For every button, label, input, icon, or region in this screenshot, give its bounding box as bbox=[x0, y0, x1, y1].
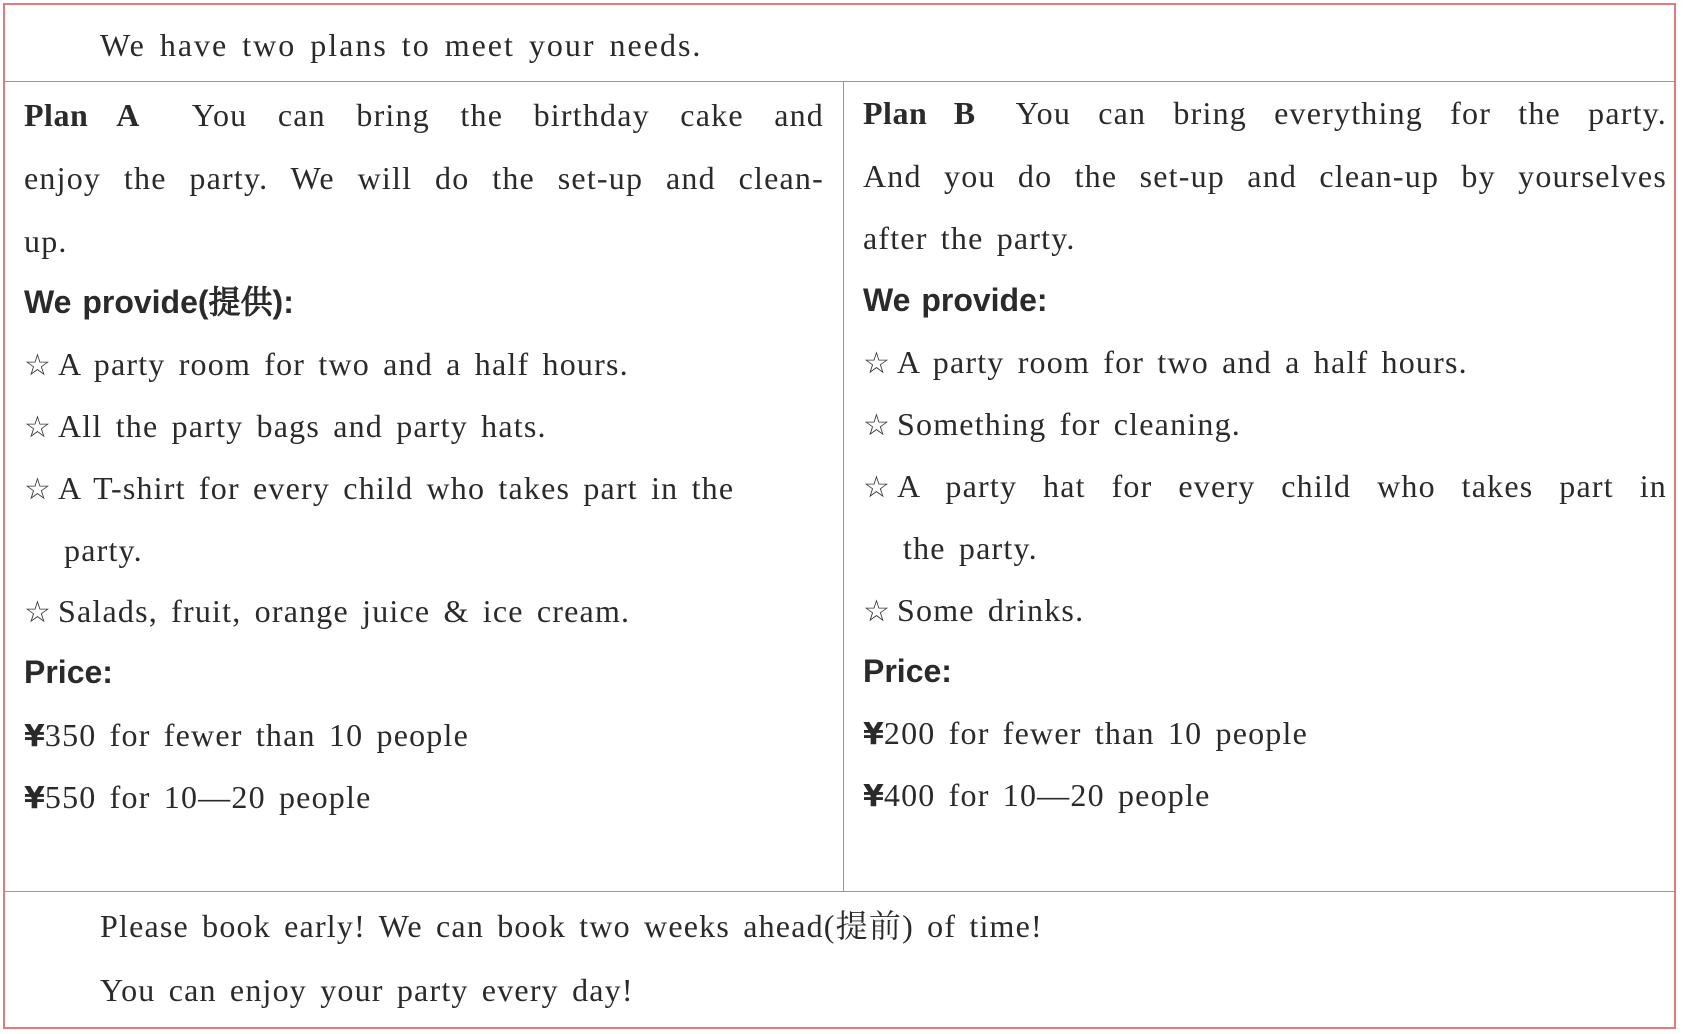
plan-b-provide-label: We provide: bbox=[863, 282, 1048, 318]
plan-b-description-line bbox=[863, 93, 1667, 133]
yen-symbol: ¥ bbox=[863, 717, 884, 752]
plan-a-price: ¥350 for fewer than 10 people bbox=[24, 717, 470, 754]
plan-b-column bbox=[844, 82, 1674, 891]
plans-table bbox=[3, 3, 1676, 1029]
plan-b-price-label: Price: bbox=[863, 653, 952, 689]
plan-b-item: ☆ A party room for two and a half hours. bbox=[863, 342, 1468, 384]
plan-b-item-continued: the party. bbox=[903, 530, 1038, 566]
star-icon: ☆ bbox=[863, 470, 890, 505]
plan-b-desc-1: You can bring everything for the party. bbox=[1015, 95, 1667, 131]
plan-a-desc-3: up. bbox=[24, 223, 68, 259]
footer-line-2: You can enjoy your party every day! bbox=[100, 972, 634, 1008]
star-icon: ☆ bbox=[24, 472, 51, 507]
plan-b-item: ☆ Some drinks. bbox=[863, 590, 1084, 632]
plan-a-column bbox=[5, 82, 844, 891]
plan-b-item: ☆ Something for cleaning. bbox=[863, 404, 1241, 446]
plan-a-item-continued: party. bbox=[64, 532, 143, 568]
plan-a-item: ☆ A T-shirt for every child who takes part in the bbox=[24, 468, 734, 510]
plan-b-price: ¥400 for 10—20 people bbox=[863, 777, 1211, 814]
star-icon: ☆ bbox=[863, 594, 890, 629]
plan-a-item: ☆ Salads, fruit, orange juice & ice cream. bbox=[24, 591, 630, 633]
plan-b-desc-2: And you do the set-up and clean-up by yourselves bbox=[863, 158, 1667, 194]
plan-a-item: ☆ A party room for two and a half hours. bbox=[24, 344, 629, 386]
footer-line-1: Please book early! We can book two weeks ahead(提前) of time! bbox=[100, 908, 1043, 944]
plan-a-desc-2: enjoy the party. We will do the set-up and clean- bbox=[24, 160, 824, 196]
plan-b-label: Plan B bbox=[863, 95, 976, 131]
intro-row bbox=[5, 5, 1674, 82]
star-icon: ☆ bbox=[24, 595, 51, 630]
plan-a-provide-label: We provide(提供): bbox=[24, 284, 294, 320]
star-icon: ☆ bbox=[24, 348, 51, 383]
plan-b-price: ¥200 for fewer than 10 people bbox=[863, 715, 1309, 752]
yen-symbol: ¥ bbox=[24, 719, 45, 754]
plan-a-description-line bbox=[24, 95, 824, 135]
footer-row bbox=[5, 891, 1674, 1029]
yen-symbol: ¥ bbox=[24, 781, 45, 816]
plan-a-price-label: Price: bbox=[24, 654, 113, 690]
star-icon: ☆ bbox=[24, 410, 51, 445]
plan-a-label: Plan A bbox=[24, 97, 140, 133]
intro-text: We have two plans to meet your needs. bbox=[100, 27, 703, 63]
yen-symbol: ¥ bbox=[863, 779, 884, 814]
star-icon: ☆ bbox=[863, 408, 890, 443]
star-icon: ☆ bbox=[863, 346, 890, 381]
plan-a-price: ¥550 for 10—20 people bbox=[24, 779, 372, 816]
plan-b-item: ☆ A party hat for every child who takes part in bbox=[863, 466, 1667, 508]
plan-a-item: ☆ All the party bags and party hats. bbox=[24, 406, 547, 448]
plan-b-desc-3: after the party. bbox=[863, 220, 1076, 256]
plan-a-desc-1: You can bring the birthday cake and bbox=[191, 97, 825, 133]
